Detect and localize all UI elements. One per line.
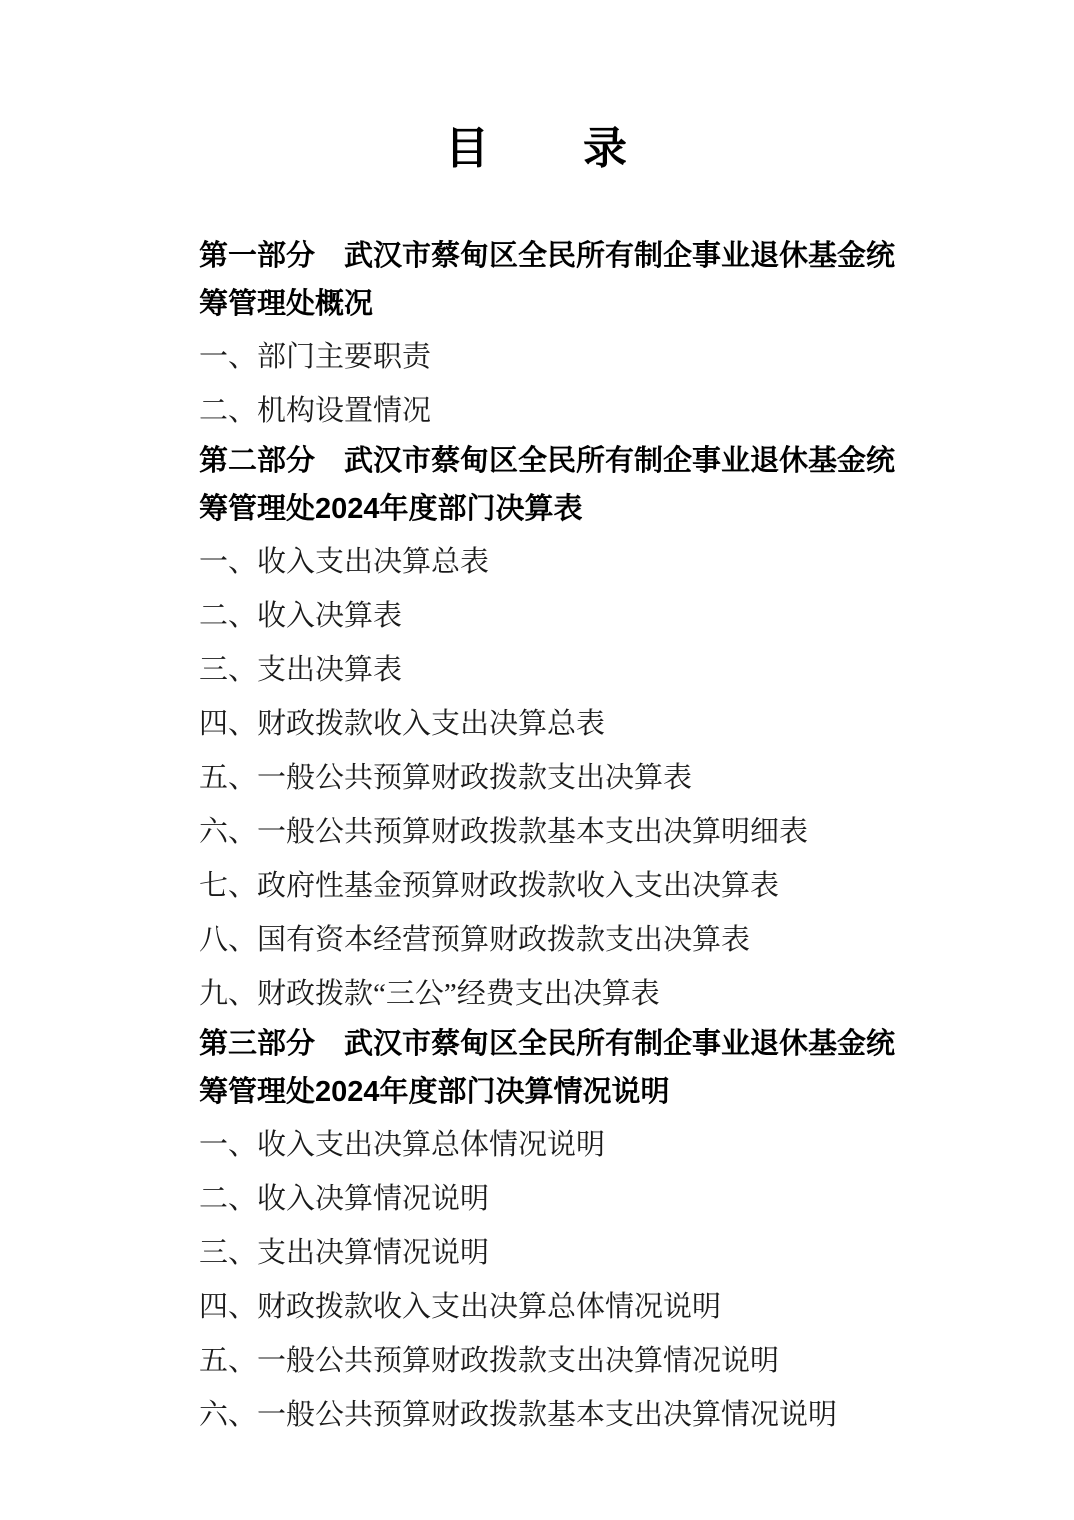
- toc-item: 二、收入决算表: [199, 600, 403, 632]
- toc-item: 六、一般公共预算财政拨款基本支出决算明细表: [199, 816, 809, 848]
- toc-item: 九、财政拨款“三公”经费支出决算表: [199, 978, 660, 1010]
- toc-item: 五、一般公共预算财政拨款支出决算表: [199, 762, 693, 794]
- toc-item: 七、政府性基金预算财政拨款收入支出决算表: [199, 870, 780, 902]
- toc-item: 一、收入支出决算总体情况说明: [199, 1129, 606, 1161]
- section-3-heading: 第三部分 武汉市蔡甸区全民所有制企事业退休基金统筹管理处2024年度部门决算情况说明: [199, 1028, 896, 1108]
- toc-item: 八、国有资本经营预算财政拨款支出决算表: [199, 924, 751, 956]
- toc-item: 六、一般公共预算财政拨款基本支出决算情况说明: [199, 1399, 838, 1431]
- toc-item: 二、机构设置情况: [199, 395, 432, 427]
- section-1-heading: 第一部分 武汉市蔡甸区全民所有制企事业退休基金统筹管理处概况: [199, 240, 896, 320]
- section-2-heading: 第二部分 武汉市蔡甸区全民所有制企事业退休基金统筹管理处2024年度部门决算表: [199, 445, 896, 525]
- toc-item: 二、收入决算情况说明: [199, 1183, 490, 1215]
- toc-item: 一、收入支出决算总表: [199, 546, 490, 578]
- page-title: 目 录: [445, 124, 629, 173]
- toc-item: 一、部门主要职责: [199, 341, 432, 373]
- toc-item: 三、支出决算情况说明: [199, 1237, 490, 1269]
- toc-item: 三、支出决算表: [199, 654, 403, 686]
- toc-item: 四、财政拨款收入支出决算总体情况说明: [199, 1291, 722, 1323]
- toc-item: 四、财政拨款收入支出决算总表: [199, 708, 606, 740]
- toc-item: 五、一般公共预算财政拨款支出决算情况说明: [199, 1345, 780, 1377]
- toc-content: [199, 232, 911, 1431]
